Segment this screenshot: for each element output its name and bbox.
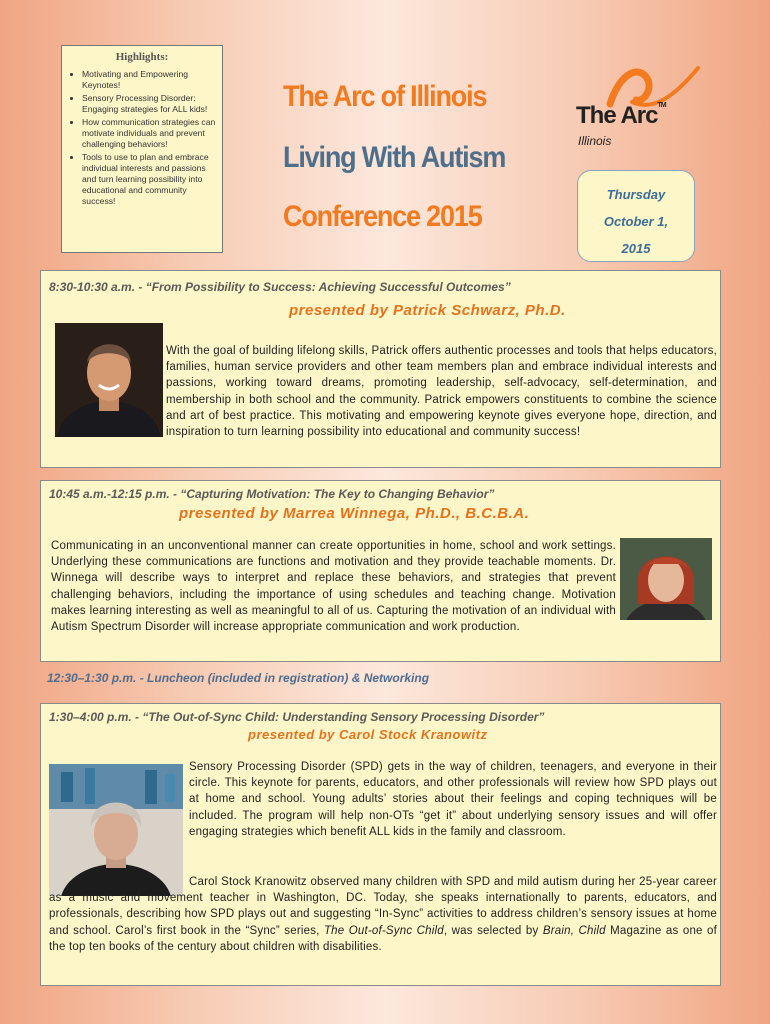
title-line-1: The Arc of Illinois [283, 80, 487, 113]
session-time-title: 10:45 a.m.-12:15 p.m. - “Capturing Motivation: The Key to Changing Behavior” [49, 487, 495, 501]
session-presenter: presented by Carol Stock Kranowitz [248, 727, 488, 742]
highlight-item: • How communication strategies can motivate individuals and prevent challenging behaviors! [82, 117, 216, 150]
session-time-title: 1:30–4:00 p.m. - “The Out-of-Sync Child: Understanding Sensory Processing Disorder” [49, 710, 545, 724]
session-description: Sensory Processing Disorder (SPD) gets in the way of children, teenagers, and everyone in their circle. This keynote for parents, educators, and other professionals will review how SPD plays out at home and school. Young adults’ stories about their feelings and coping techniques will be included. The program will help non-OTs “get it” about underlying sensory issues and will offer engaging strategies which benefit ALL kids in the family and classroom. [189, 761, 717, 838]
highlight-item: • Tools to use to plan and embrace individual interests and passions and turn learning possibility into educational and community success! [82, 152, 216, 207]
highlights-title: Highlights: [115, 51, 169, 63]
session-description: With the goal of building lifelong skills, Patrick offers authentic processes and tools that helps educators, families, human service providers and other team members plan and embrace individual interests and passions, working toward dreams, promoting leadership, self-advocacy, self-determination, and membership in both school and the community. Patrick empowers constituents to combine the science and art of best practice. This motivating and empowering keynote gives everyone hope, direction, and inspiration to turn learning possibility into educational and community success! [166, 345, 717, 439]
title-line-2: Living With Autism [283, 141, 506, 174]
date-box [577, 170, 695, 262]
session-1 [40, 270, 721, 468]
session-presenter: presented by Patrick Schwarz, Ph.D. [289, 302, 566, 319]
highlights-box [61, 45, 223, 253]
session-3 [40, 703, 721, 986]
session-time-title: 8:30-10:30 a.m. - “From Possibility to Success: Achieving Successful Outcomes” [49, 280, 511, 294]
highlight-item: • Sensory Processing Disorder: Engaging strategies for ALL kids! [82, 93, 216, 115]
arc-logo [570, 62, 710, 157]
session-description: Communicating in an unconventional manner can create opportunities in home, school and work settings. Underlying these communications are functions and motivation and they provide teachable moments. Dr. Winnega will describe ways to interpret and replace these behaviors, and strategies that prevent challenging behaviors, including the importance of using schedules and teaching change. Motivation makes learning interesting as well as meaningful to all of us. Capturing the motivation of an individual with Autism Spectrum Disorder will increase appropriate communication and work production. [51, 540, 616, 634]
highlights-list [68, 69, 216, 207]
highlight-item: • Motivating and Empowering Keynotes! [82, 69, 216, 91]
date-day: Thursday [606, 187, 666, 202]
session-2 [40, 480, 721, 662]
date-year: 2015 [621, 241, 651, 256]
date-date: October 1, [603, 214, 669, 229]
logo-subtitle: Illinois [578, 134, 612, 148]
luncheon-line: 12:30–1:30 p.m. - Luncheon (included in registration) & Networking [47, 671, 430, 685]
title-line-3: Conference 2015 [283, 200, 482, 233]
presenter-photo [620, 538, 712, 620]
presenter-photo [55, 323, 163, 437]
session-presenter: presented by Marrea Winnega, Ph.D., B.C.B.A. [179, 505, 530, 522]
logo-wordmark: The Arc™ [576, 102, 666, 129]
session-bio: Carol Stock Kranowitz observed many children with SPD and mild autism during her 25-year career as a music and movement teacher in Washington, DC. Today, she speaks internationally to parents, educators, and professionals, describing how SPD plays out and suggesting “In-Sync” activities to address children’s sensory issues at home and school. Carol’s first book in the “Sync” series, The Out-of-Sync Child, was selected by Brain, Child Magazine as one of the top ten books of the century about children with disabilities. [49, 876, 718, 953]
